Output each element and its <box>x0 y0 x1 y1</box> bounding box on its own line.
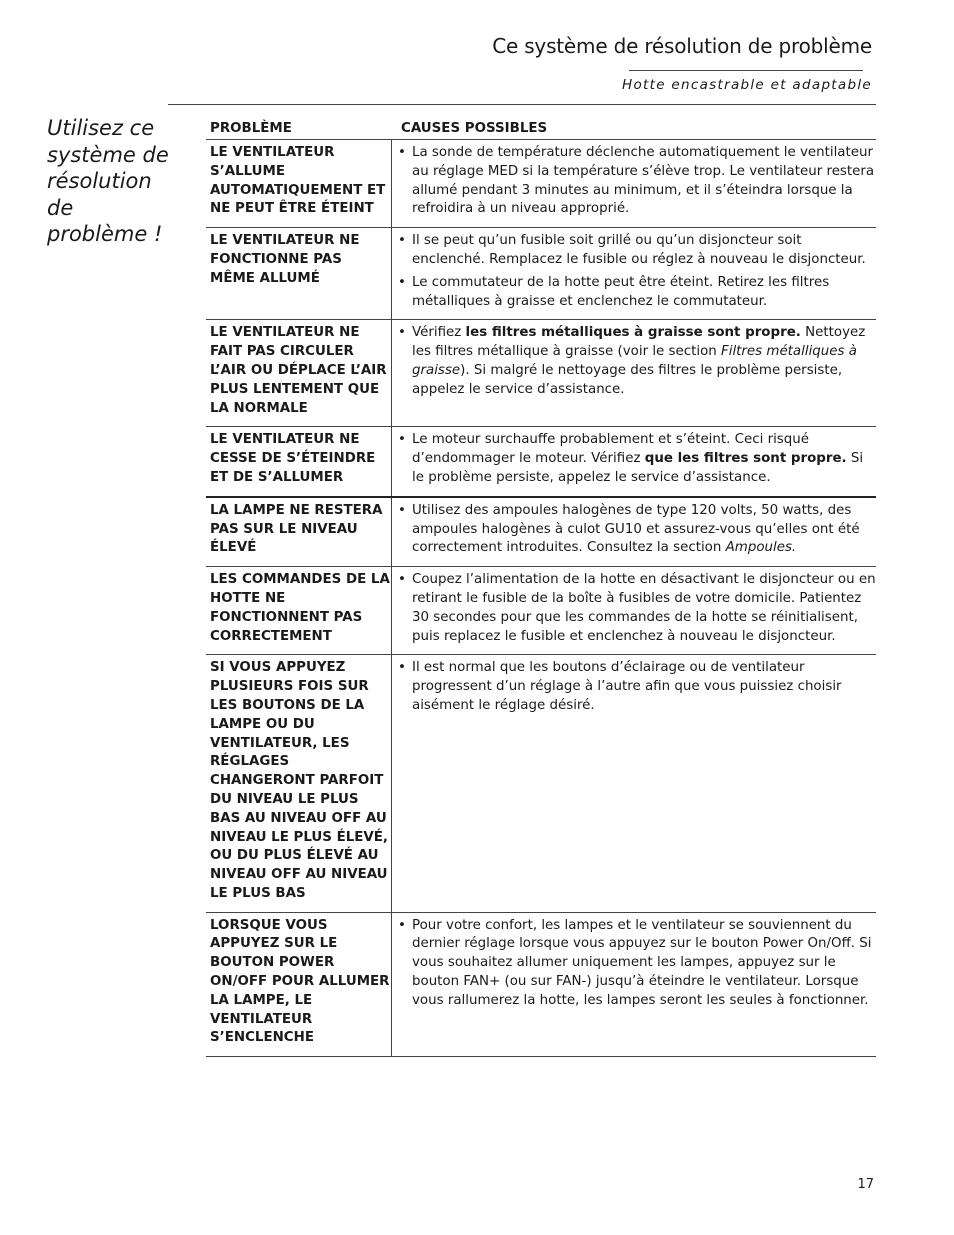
cause-text <box>412 502 876 558</box>
problem-cell: SI VOUS APPUYEZ PLUSIEURS FOIS SUR LES BOUTONS DE LA LAMPE OU DU VENTILATEUR, LES RÉGLAGES CHANGERONT PARFOIT DU NIVEAU LE PLUS BAS AU NIVEAU OFF AU NIVEAU LE PLUS ÉLEVÉ, OU DU PLUS ÉLEVÉ AU NIVEAU OFF AU NIVEAU LE PLUS BAS <box>206 655 392 911</box>
cause-bullet <box>398 502 876 558</box>
problem-cell: LES COMMANDES DE LA HOTTE NE FONCTIONNENT PAS CORRECTEMENT <box>206 567 392 654</box>
bullet-icon: • <box>398 325 406 341</box>
cause-text-segment: Vérifiez <box>412 325 466 341</box>
cause-bullet <box>398 571 876 646</box>
table-row <box>206 228 876 320</box>
cause-bullet <box>398 144 876 219</box>
table-body <box>206 140 876 1057</box>
cause-text <box>412 571 876 646</box>
cause-text <box>412 324 876 399</box>
cause-text-segment: Ampoules. <box>725 540 797 556</box>
cause-bullet <box>398 917 876 1011</box>
page-title: Ce système de résolution de problème <box>492 34 872 58</box>
bullet-icon: • <box>398 274 406 290</box>
cause-bullet <box>398 659 876 715</box>
problem-cell: LE VENTILATEUR NE CESSE DE S’ÉTEINDRE ET DE S’ALLUMER <box>206 427 392 495</box>
header-divider-long <box>168 104 876 105</box>
problem-cell: LE VENTILATEUR NE FONCTIONNE PAS MÊME ALLUMÉ <box>206 228 392 319</box>
table-row <box>206 320 876 427</box>
cause-text <box>412 274 876 312</box>
cause-bullet <box>398 431 876 487</box>
header-divider-short <box>629 70 863 71</box>
cause-text-segment: Filtres métalliques à graisse <box>412 344 857 378</box>
problem-cell: LA LAMPE NE RESTERA PAS SUR LE NIVEAU ÉLEVÉ <box>206 498 392 566</box>
table-row <box>206 498 876 567</box>
cause-text-segment: Nettoyez les filtres métallique à graisse (voir le section <box>412 325 866 360</box>
cause-bullet <box>398 274 876 312</box>
cause-text-segment: Si le problème persiste, appelez le service d’assistance. <box>412 451 864 485</box>
causes-cell <box>392 427 876 495</box>
cause-text <box>412 659 876 715</box>
cause-bullet <box>398 324 876 399</box>
table-row <box>206 427 876 497</box>
bullet-icon: • <box>398 233 406 249</box>
causes-cell <box>392 228 876 319</box>
bullet-icon: • <box>398 572 406 588</box>
table-row <box>206 655 876 912</box>
cause-text-segment: Il se peut qu’un fusible soit grillé ou qu’un disjoncteur soit enclenché. Remplacez le fusible ou réglez à nouveau le disjoncteur. <box>412 233 866 267</box>
problem-cell: LE VENTILATEUR NE FAIT PAS CIRCULER L’AIR OU DÉPLACE L’AIR PLUS LENTEMENT QUE LA NORMALE <box>206 320 392 426</box>
bullet-icon: • <box>398 145 406 160</box>
causes-cell <box>392 140 876 227</box>
cause-text-segment: Le moteur surchauffe probablement et s’éteint. Ceci risqué d’endommager le moteur. Vérifiez <box>412 432 810 467</box>
bullet-icon: • <box>398 502 406 518</box>
page-number: 17 <box>857 1177 874 1192</box>
table-row <box>206 913 876 1058</box>
causes-cell <box>392 913 876 1057</box>
cause-text-segment: Pour votre confort, les lampes et le ventilateur se souviennent du dernier réglage lorsque vous appuyez sur le bouton Power On/Off. Si vous souhaitez allumer uniquement les lampes, appuyez sur le bouton FAN+ (ou sur FAN-) jusqu’à éteindre le ventilateur. Lorsque vous rallumerez la hotte, les lampes seront les seules à fonctionner. <box>412 917 872 1008</box>
cause-text-segment: Coupez l’alimentation de la hotte en désactivant le disjoncteur ou en retirant le fusible de la boîte à fusibles de votre domicile. Patientez 30 secondes pour que les commandes de la hotte se réinitialisent, puis replacez le fusible et enclenchez à nouveau le disjoncteur. <box>412 572 876 644</box>
cause-text <box>412 431 876 487</box>
causes-cell <box>392 320 876 426</box>
cause-text-segment: les filtres métalliques à graisse sont propre. <box>465 325 801 341</box>
cause-text-segment: Il est normal que les boutons d’éclairage ou de ventilateur progressent d’un réglage à l’autre afin que vous puissiez choisir aisément le réglage désiré. <box>412 660 842 713</box>
cause-text-segment: Utilisez des ampoules halogènes de type 120 volts, 50 watts, des ampoules halogènes à culot GU10 et assurez-vous qu’elles ont été correctement introduites. Consultez la section <box>412 502 860 556</box>
bullet-icon: • <box>398 660 406 676</box>
column-header-causes: CAUSES POSSIBLES <box>401 121 548 136</box>
cause-text-segment: ). Si malgré le nettoyage des filtres le problème persiste, appelez le service d’assistance. <box>412 362 843 397</box>
table-header <box>206 118 876 140</box>
cause-text <box>412 232 876 270</box>
bullet-icon: • <box>398 917 406 933</box>
cause-bullet <box>398 232 876 270</box>
causes-cell <box>392 498 876 566</box>
bullet-icon: • <box>398 432 406 448</box>
problem-cell: LE VENTILATEUR S’ALLUME AUTOMATIQUEMENT ET NE PEUT ÊTRE ÉTEINT <box>206 140 392 227</box>
page-subtitle: Hotte encastrable et adaptable <box>622 77 872 93</box>
troubleshooting-table <box>206 118 876 1057</box>
causes-cell <box>392 567 876 654</box>
problem-cell: LORSQUE VOUS APPUYEZ SUR LE BOUTON POWER ON/OFF POUR ALLUMER LA LAMPE, LE VENTILATEUR S’ENCLENCHE <box>206 913 392 1057</box>
cause-text <box>412 144 876 219</box>
cause-text-segment: La sonde de température déclenche automatiquement le ventilateur au réglage MED si la température s’élève trop. Le ventilateur restera allumé pendant 3 minutes au minimum, et il s’éteindra lorsque la refroidira à un niveau approprié. <box>412 145 875 217</box>
side-heading: Utilisez ce système de résolution de problème ! <box>47 116 169 246</box>
cause-text-segment: Le commutateur de la hotte peut être éteint. Retirez les filtres métalliques à graisse et enclenchez le commutateur. <box>412 274 830 309</box>
table-row <box>206 140 876 228</box>
table-row <box>206 567 876 655</box>
cause-text-segment: que les filtres sont propre. <box>644 451 847 467</box>
column-header-problem: PROBLÈME <box>210 121 292 136</box>
cause-text <box>412 917 876 1011</box>
causes-cell <box>392 655 876 911</box>
